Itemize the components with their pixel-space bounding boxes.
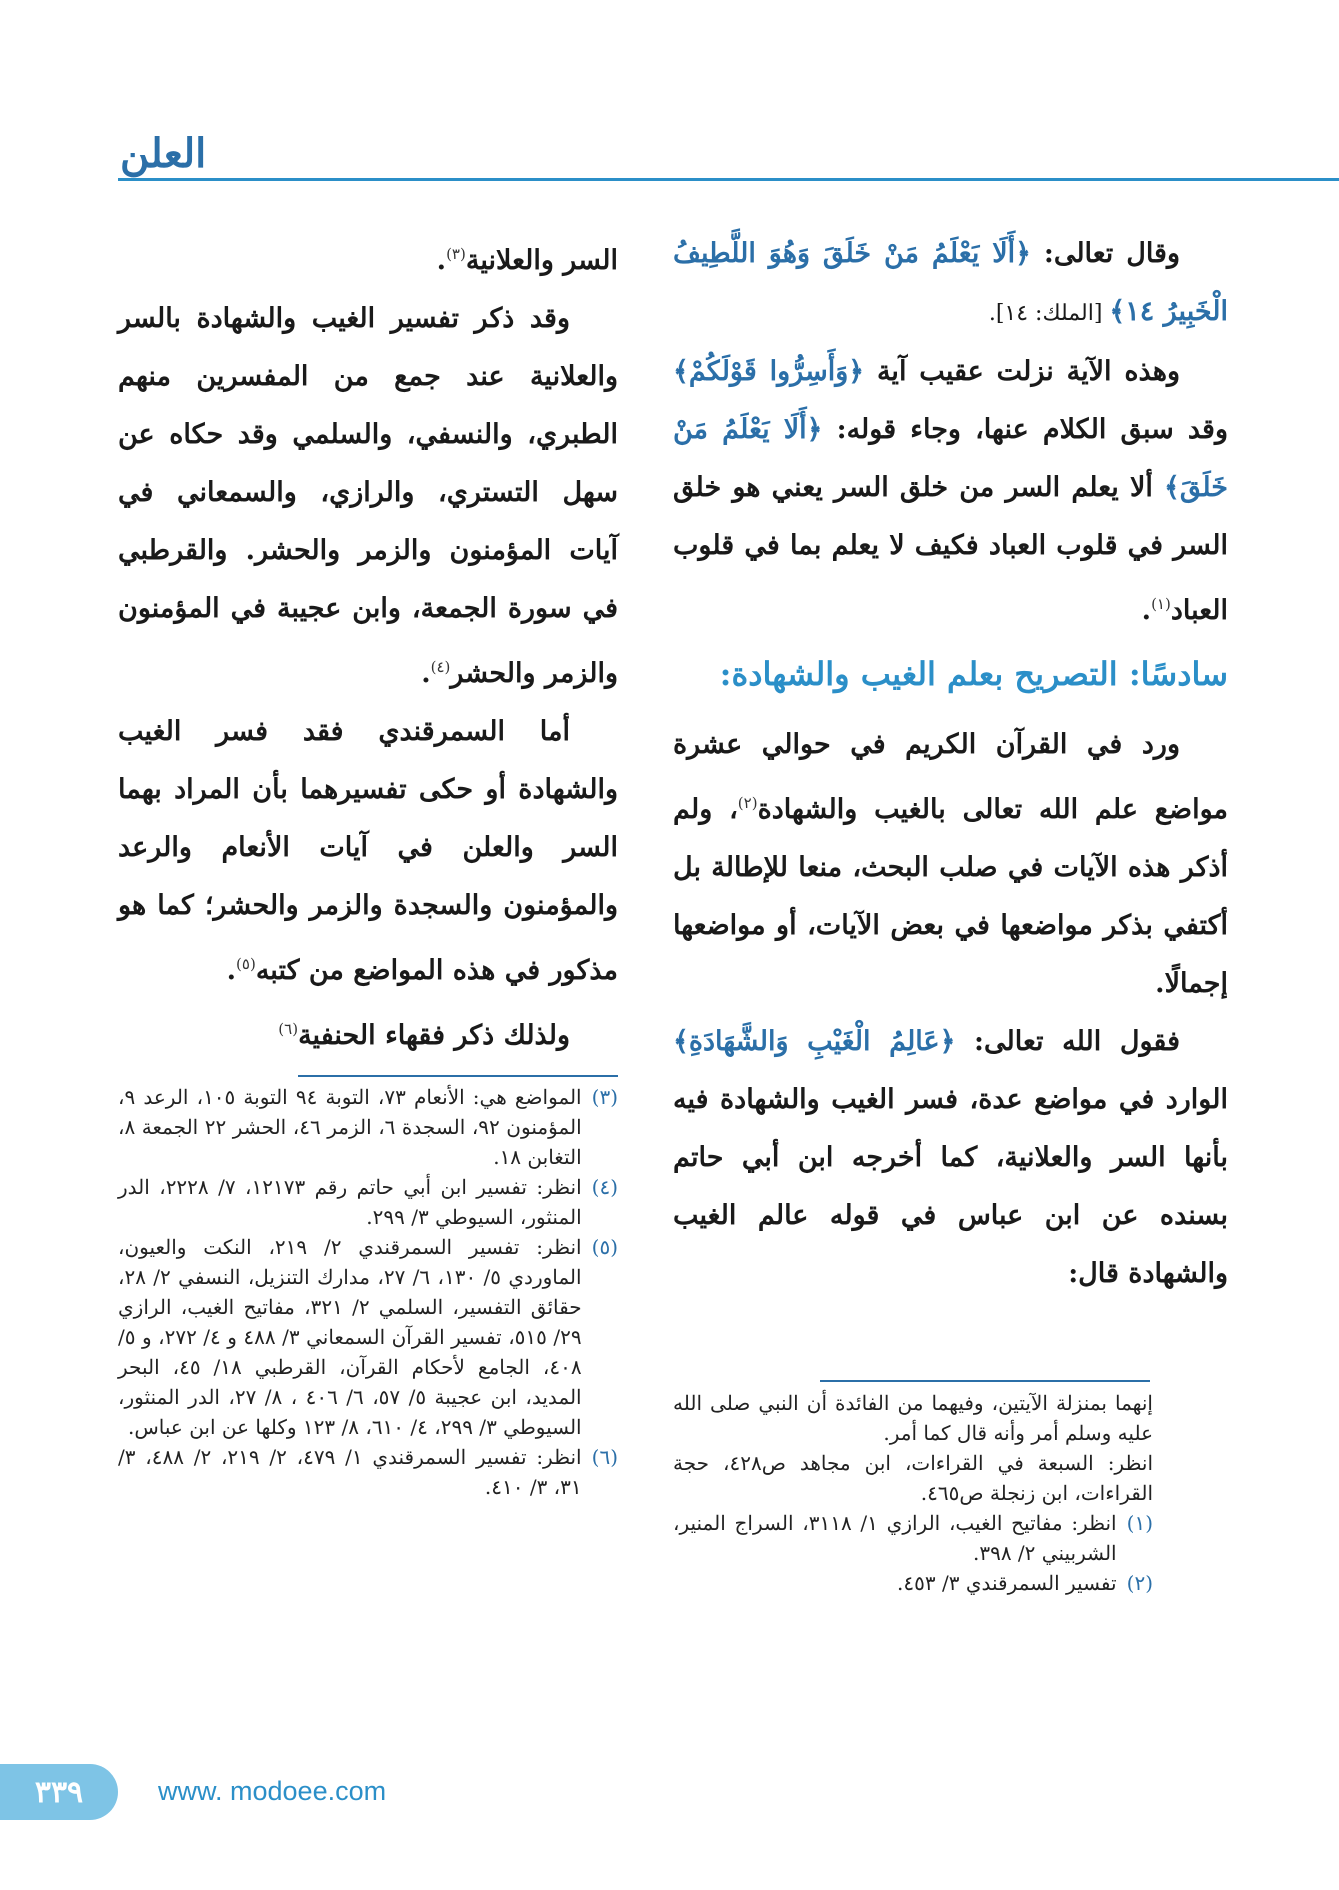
footnote-ref[interactable]: (٤) (430, 658, 451, 676)
quran-verse: ﴿وَأَسِرُّوا قَوْلَكُمْ﴾ (673, 356, 865, 387)
quran-verse: ﴿أَلَا يَعْلَمُ مَنْ خَلَقَ وَهُوَ اللَّطِيفُ الْخَبِيرُ ١٤﴾ (673, 238, 1228, 327)
paragraph: ورد في القرآن الكريم في حوالي عشرة مواضع علم الله تعالى بالغيب والشهادة$^{(٢)}$، ولم أذكر هذه الآيات في صلب البحث، منعا للإطالة بل أكتفي بذكر مواضعها في بعض الآيات، أو مواضعها إجمالًا. (673, 729, 1228, 999)
paragraph: وهذه الآية نزلت عقيب آية ﴿وَأَسِرُّوا قَوْلَكُمْ﴾ وقد سبق الكلام عنها، وجاء قوله: ﴿أَلَا يَعْلَمُ مَنْ خَلَقَ﴾ ألا يعلم السر من خلق السر يعني هو خلق السر في قلوب العباد فكيف لا يعلم بما في قلوب العباد$^{(١)}$. (673, 356, 1229, 626)
right-column (673, 225, 1228, 1303)
footnote-ref[interactable]: (٢) (737, 794, 758, 812)
page-number-badge: ٣٣٩ (0, 1764, 118, 1820)
footnote-text: انظر: تفسير السمرقندي ١/ ٤٧٩، ٢/ ٢١٩، ٢/ ٤٨٨، ٣/ ٣١، ٣/ ٤١٠. (118, 1445, 582, 1499)
footnote-text: انظر: مفاتيح الغيب، الرازي ١/ ٣١١٨، السراج المنير، الشربيني ٢/ ٣٩٨. (673, 1511, 1117, 1565)
page-title: العلن (120, 130, 207, 177)
section-heading: سادسًا: التصريح بعلم الغيب والشهادة: (719, 655, 1228, 693)
footnote-number: (٤) (591, 1175, 618, 1199)
footnote-text: تفسير السمرقندي ٣/ ٤٥٣. (897, 1571, 1117, 1595)
paragraph: السر والعلانية$^{(٣)}$. (436, 245, 618, 276)
footnotes-right (673, 1388, 1153, 1598)
footnote-text: انظر: تفسير ابن أبي حاتم رقم ١٢١٧٣، ٧/ ٢٢٢٨، الدر المنثور، السيوطي ٣/ ٢٩٩. (118, 1175, 582, 1229)
left-column (118, 225, 618, 1065)
footnote-item (673, 1568, 1153, 1598)
footnote-continuation: إنهما بمنزلة الآيتين، وفيهما من الفائدة أن النبي صلى الله عليه وسلم أمر وأنه قال كما أمر. (673, 1391, 1153, 1445)
quran-verse: ﴿أَلَا يَعْلَمُ مَنْ خَلَقَ﴾ (673, 414, 1228, 503)
quran-verse: ﴿عَالِمُ الْغَيْبِ وَالشَّهَادَةِ﴾ (673, 1026, 956, 1057)
footnote-separator (820, 1380, 1150, 1382)
footnotes-left (118, 1082, 618, 1502)
footnote-item (118, 1082, 618, 1172)
footnote-item (118, 1232, 618, 1442)
footnote-number: (٦) (591, 1445, 618, 1469)
footnote-number: (٢) (1126, 1571, 1153, 1595)
footnote-text: انظر: تفسير السمرقندي ٢/ ٢١٩، النكت والعيون، الماوردي ٥/ ١٣٠، ٦/ ٢٧، مدارك التنزيل، النسفي ٢/ ٢٨، حقائق التفسير، السلمي ٢/ ٣٢١، مفاتيح الغيب، الرازي ٢٩/ ٥١٥، تفسير القرآن السمعاني ٣/ ٤٨٨ و ٤/ ٢٧٢، و ٥/ ٤٠٨، الجامع لأحكام القرآن، القرطبي ١٨/ ٤٥، البحر المديد، ابن عجيبة ٥/ ٥٧، ٦/ ٤٠٦ ، ٨/ ٢٧، الدر المنثور، السيوطي ٣/ ٢٩٩، ٤/ ٦١٠، ٨/ ١٢٣ وكلها عن ابن عباس. (118, 1235, 582, 1439)
footnote-number: (٥) (591, 1235, 618, 1259)
paragraph: أما السمرقندي فقد فسر الغيب والشهادة أو حكى تفسيرهما بأن المراد بهما السر والعلن في آيات الأنعام والرعد والمؤمنون والسجدة والزمر والحشر؛ كما هو مذكور في هذه المواضع من كتبه$^{(٥)}$. (118, 716, 618, 986)
footnote-ref[interactable]: (٣) (446, 245, 466, 263)
footnote-number: (٣) (591, 1085, 618, 1109)
footnote-item (673, 1508, 1153, 1568)
paragraph: وقال تعالى: ﴿أَلَا يَعْلَمُ مَنْ خَلَقَ وَهُوَ اللَّطِيفُ الْخَبِيرُ ١٤﴾ [الملك: ١٤]. (673, 238, 1228, 327)
paragraph: ولذلك ذكر فقهاء الحنفية$^{(٦)}$ (278, 1020, 570, 1051)
header-rule (118, 178, 1339, 181)
footnote-ref[interactable]: (٦) (278, 1020, 299, 1038)
paragraph: وقد ذكر تفسير الغيب والشهادة بالسر والعلانية عند جمع من المفسرين منهم الطبري، والنسفي، والسلمي وقد حكاه عن سهل التستري، والرازي، والسمعاني في آيات المؤمنون والزمر والحشر. والقرطبي في سورة الجمعة، وابن عجيبة في المؤمنون والزمر والحشر$^{(٤)}$. (118, 303, 618, 689)
verse-reference: [الملك: ١٤]. (988, 301, 1110, 326)
paragraph: فقول الله تعالى: ﴿عَالِمُ الْغَيْبِ وَالشَّهَادَةِ﴾ الوارد في مواضع عدة، فسر الغيب والشهادة فيه بأنها السر والعلانية، كما أخرجه ابن أبي حاتم بسنده عن ابن عباس في قوله عالم الغيب والشهادة قال: (673, 1026, 1228, 1289)
footnote-item (118, 1172, 618, 1232)
footnote-number: (١) (1126, 1511, 1153, 1535)
website-link[interactable]: www. modoee.com (158, 1776, 387, 1806)
footnote-ref[interactable]: (٥) (236, 955, 256, 973)
footnote-continuation: انظر: السبعة في القراءات، ابن مجاهد ص٤٢٨، حجة القراءات، ابن زنجلة ص٤٦٥. (673, 1451, 1153, 1505)
footnote-item (118, 1442, 618, 1502)
footnote-text: المواضع هي: الأنعام ٧٣، التوبة ٩٤ التوبة ١٠٥، الرعد ٩، المؤمنون ٩٢، السجدة ٦، الزمر ٤٦، الحشر ٢٢ الجمعة ٨، التغابن ١٨. (118, 1085, 582, 1169)
footnote-ref[interactable]: (١) (1151, 595, 1171, 613)
footnote-separator (298, 1075, 618, 1077)
